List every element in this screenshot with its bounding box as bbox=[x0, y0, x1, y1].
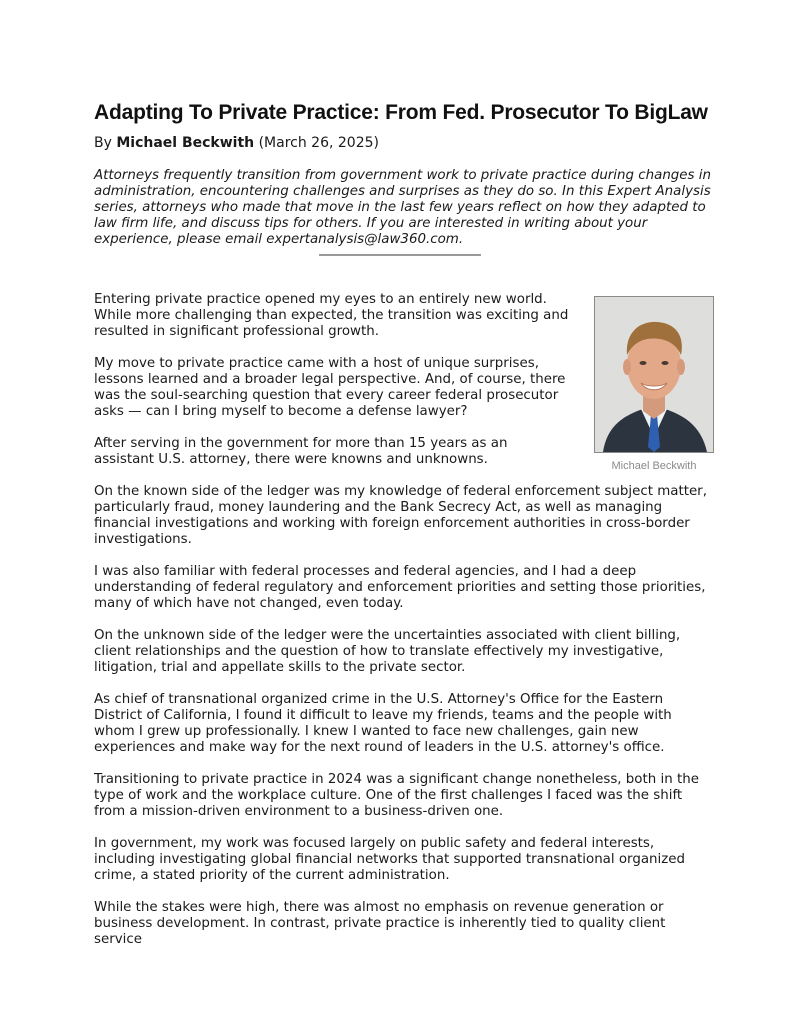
author-name: Michael Beckwith bbox=[116, 135, 255, 151]
paragraph: On the known side of the ledger was my knowledge of federal enforcement subject matter, particularly fraud, money laundering and the Bank Secrecy Act, as well as managing financial investigations and working with foreign enforcement authorities in cross-border investigations. bbox=[94, 484, 707, 547]
byline bbox=[94, 134, 714, 152]
paragraph: Transitioning to private practice in 2024 was a significant change nonetheless, both in the type of work and the workplace culture. One of the first challenges I faced was the shift from a mission-driven environment to a business-driven one. bbox=[94, 772, 699, 819]
publish-date: (March 26, 2025) bbox=[258, 135, 379, 151]
article-title: Adapting To Private Practice: From Fed. Prosecutor To BigLaw bbox=[94, 101, 708, 124]
paragraph: Entering private practice opened my eyes to an entirely new world. While more challenging than expected, the transition was exciting and resulted in significant professional growth. bbox=[94, 292, 569, 339]
photo-caption: Michael Beckwith bbox=[611, 460, 697, 472]
author-figure bbox=[594, 296, 714, 473]
paragraph: While the stakes were high, there was almost no emphasis on revenue generation or business development. In contrast, private practice is inherently tied to quality client service bbox=[94, 900, 666, 947]
paragraph: As chief of transnational organized crime in the U.S. Attorney's Office for the Eastern District of California, I found it difficult to leave my friends, teams and the people with whom I grew up professionally. I knew I wanted to face new challenges, gain new experiences and make way for the next round of leaders in the U.S. attorney's office. bbox=[94, 692, 672, 755]
article-body bbox=[94, 292, 714, 948]
paragraph: My move to private practice came with a host of unique surprises, lessons learned and a broader legal perspective. And, of course, there was the soul-searching question that every career federal prosecutor asks — can I bring myself to become a defense lawyer? bbox=[94, 356, 566, 419]
paragraph: On the unknown side of the ledger were the uncertainties associated with client billing, client relationships and the question of how to translate effectively my investigative, litigation, trial and appellate skills to the private sector. bbox=[94, 628, 681, 675]
paragraph: In government, my work was focused largely on public safety and federal interests, including investigating global financial networks that supported transnational organized crime, a stated priority of the current administration. bbox=[94, 836, 686, 883]
author-photo bbox=[594, 296, 714, 453]
byline-prefix: By bbox=[94, 135, 112, 151]
author-portrait-image bbox=[595, 297, 713, 452]
article-intro: Attorneys frequently transition from government work to private practice during changes in administration, encountering challenges and surprises as they do so. In this Expert Analysis series, attorneys who made that move in the last few years reflect on how they adapted to law firm life, and discuss tips for others. If you are interested in writing about your experience, please email expertanalysis@law360.com. bbox=[94, 168, 711, 247]
paragraph: After serving in the government for more than 15 years as an assistant U.S. attorney, there were knowns and unknowns. bbox=[94, 436, 508, 467]
paragraph: I was also familiar with federal processes and federal agencies, and I had a deep understanding of federal regulatory and enforcement priorities and setting those priorities, many of which have not changed, even today. bbox=[94, 564, 706, 611]
article-page bbox=[94, 100, 714, 964]
divider-rule bbox=[319, 254, 481, 256]
